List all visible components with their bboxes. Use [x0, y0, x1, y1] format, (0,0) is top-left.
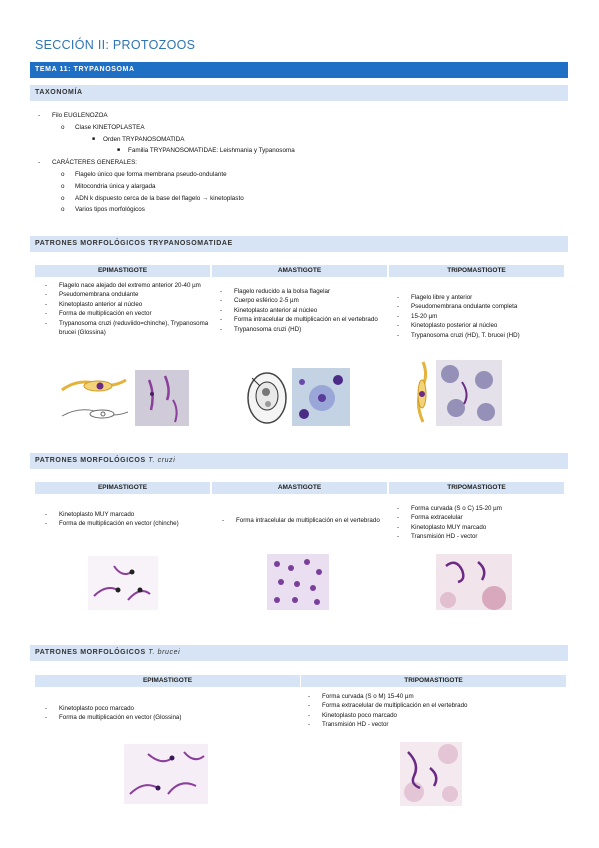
s2-epimastigote-list [45, 510, 205, 529]
s3-tripomastigote-list [308, 692, 563, 730]
taxonomy-class: o Clase KINETOPLASTEA [61, 123, 145, 131]
page-title: SECCIÓN II: PROTOZOOS [35, 38, 196, 52]
taxonomy-list [0, 110, 560, 216]
list-item: - Forma de multiplicación en vector [45, 309, 210, 318]
t-cruzi-amastigote-micrograph [267, 554, 329, 610]
list-item: - Kinetoplasto poco marcado [308, 711, 563, 720]
s3-tripomastigote-header: TRIPOMASTIGOTE [301, 675, 566, 687]
t-brucei-tripomastigote-micrograph [400, 742, 462, 806]
s2-amastigote-list [222, 516, 387, 525]
s1-epimastigote-list [45, 281, 210, 337]
feature-item: o Varios tipos morfológicos [61, 206, 145, 214]
section1-heading: PATRONES MORFOLÓGICOS TRYPANOSOMATIDAE [30, 236, 568, 252]
tripomastigote-micrograph [436, 360, 502, 426]
s1-tripomastigote-list [397, 293, 567, 340]
list-item: - Forma de multiplicación en vector (chinche) [45, 519, 205, 528]
amastigote-diagram [244, 368, 290, 426]
s2-epimastigote-header: EPIMASTIGOTE [35, 482, 210, 494]
amastigote-micrograph [292, 368, 350, 426]
list-item: - Forma curvada (S o C) 15-20 µm [397, 504, 562, 513]
t-brucei-epimastigote-micrograph [124, 744, 208, 804]
s2-tripomastigote-list [397, 504, 562, 542]
topic-bar: TEMA 11: TRYPANOSOMA [30, 62, 568, 78]
epimastigote-diagram [58, 372, 134, 428]
taxonomy-order: ■ Orden TRYPANOSOMATIDA [92, 135, 185, 143]
t-cruzi-tripomastigote-micrograph [436, 554, 512, 610]
s1-epimastigote-header: EPIMASTIGOTE [35, 265, 210, 277]
t-cruzi-epimastigote-micrograph [88, 556, 158, 610]
tripomastigote-diagram [411, 360, 435, 426]
s1-amastigote-list [220, 287, 385, 334]
s2-tripomastigote-header: TRIPOMASTIGOTE [389, 482, 564, 494]
feature-item: o ADN k dispuesto cerca de la base del flagelo → kinetoplasto [61, 194, 244, 202]
epimastigote-micrograph [135, 370, 189, 426]
feature-item: o Flagelo único que forma membrana pseudo-ondulante [61, 170, 227, 178]
list-item: - Forma intracelular de multiplicación en el vertebrado [220, 315, 385, 324]
list-item: - Kinetoplasto MUY marcado [45, 510, 205, 519]
list-item: - 15-20 µm [397, 312, 567, 321]
list-item: - Flagelo nace alejado del extremo anterior 20-40 µm [45, 281, 210, 290]
list-item: - Trypanosoma cruzi (HD) [220, 325, 385, 334]
taxonomy-family: ■ Familia TRYPANOSOMATIDAE: Leishmania y Typanosoma [117, 147, 295, 155]
list-item: - Flagelo reducido a la bolsa flagelar [220, 287, 385, 296]
s1-tripomastigote-header: TRIPOMASTIGOTE [389, 265, 564, 277]
list-item: - Transmisión HD - vector [308, 720, 563, 729]
list-item: - Transmisión HD - vector [397, 532, 562, 541]
taxonomy-heading: TAXONOMÍA [30, 85, 568, 101]
list-item: - Forma intracelular de multiplicación en el vertebrado [222, 516, 387, 525]
list-item: - Flagelo libre y anterior [397, 293, 567, 302]
general-heading: - CARÁCTERES GENERALES: [38, 159, 138, 167]
list-item: - Kinetoplasto poco marcado [45, 704, 295, 713]
list-item: - Forma de multiplicación en vector (Glossina) [45, 713, 295, 722]
list-item: - Forma extracelular de multiplicación en el vertebrado [308, 701, 563, 710]
list-item: - Trypanosoma cruzi (HD), T. brucei (HD) [397, 331, 567, 340]
list-item: - Cuerpo esférico 2-5 µm [220, 296, 385, 305]
list-item: - Trypanosoma cruzi (reduviido=chinche), Trypanosoma brucei (Glossina) [45, 319, 210, 338]
list-item: - Pseudomembrana ondulante completa [397, 302, 567, 311]
list-item: - Kinetoplasto anterior al núcleo [220, 306, 385, 315]
list-item: - Forma curvada (S o M) 15-40 µm [308, 692, 563, 701]
list-item: - Forma extracelular [397, 513, 562, 522]
list-item: - Kinetoplasto anterior al núcleo [45, 300, 210, 309]
list-item: - Pseudomembrana ondulante [45, 290, 210, 299]
s3-epimastigote-list [45, 704, 295, 723]
section3-heading: PATRONES MORFOLÓGICOS T. brucei [30, 645, 568, 661]
section2-heading: PATRONES MORFOLÓGICOS T. cruzi [30, 453, 568, 469]
list-item: - Kinetoplasto MUY marcado [397, 523, 562, 532]
s3-epimastigote-header: EPIMASTIGOTE [35, 675, 300, 687]
taxonomy-phylum: - Filo EUGLENOZOA [38, 112, 108, 119]
s1-amastigote-header: AMASTIGOTE [212, 265, 387, 277]
list-item: - Kinetoplasto posterior al núcleo [397, 321, 567, 330]
s2-amastigote-header: AMASTIGOTE [212, 482, 387, 494]
feature-item: o Mitocondria única y alargada [61, 182, 156, 190]
